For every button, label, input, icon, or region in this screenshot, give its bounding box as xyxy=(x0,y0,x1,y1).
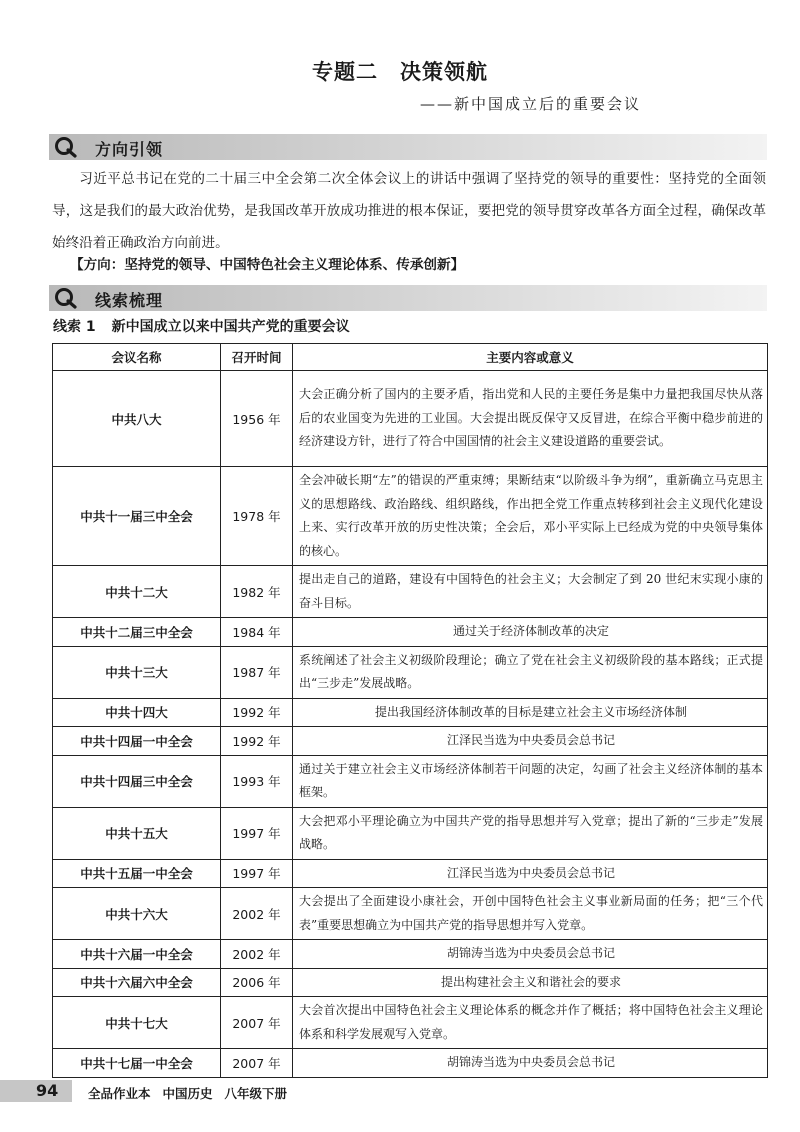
meeting-year: 1997 年 xyxy=(221,807,293,859)
table-row xyxy=(53,646,768,698)
table-row xyxy=(53,698,768,727)
meeting-content: 提出我国经济体制改革的目标是建立社会主义市场经济体制 xyxy=(293,698,768,727)
book-subject: 中国历史 xyxy=(162,1086,213,1101)
meeting-name: 中共十三大 xyxy=(53,646,221,698)
book-grade: 八年级下册 xyxy=(224,1086,288,1101)
meeting-name: 中共十四届一中全会 xyxy=(53,727,221,756)
meeting-name: 中共十一届三中全会 xyxy=(53,467,221,566)
table-row xyxy=(53,968,768,997)
topic-title: 决策领航 xyxy=(400,60,488,84)
meeting-content: 江泽民当选为中央委员会总书记 xyxy=(293,727,768,756)
meeting-year: 2007 年 xyxy=(221,997,293,1049)
meeting-content: 胡锦涛当选为中央委员会总书记 xyxy=(293,1049,768,1078)
meeting-content: 提出走自己的道路，建设有中国特色的社会主义；大会制定了到 20 世纪末实现小康的奋斗目标。 xyxy=(293,566,768,618)
meeting-name: 中共十七大 xyxy=(53,997,221,1049)
clue-heading xyxy=(53,316,350,336)
meeting-content: 大会首次提出中国特色社会主义理论体系的概念并作了概括；将中国特色社会主义理论体系和科学发展观写入党章。 xyxy=(293,997,768,1049)
page-subtitle: ——新中国成立后的重要会议 xyxy=(420,95,642,113)
meeting-name: 中共十二大 xyxy=(53,566,221,618)
table-row xyxy=(53,727,768,756)
direction-paragraph: 习近平总书记在党的二十届三中全会第二次全体会议上的讲话中强调了坚持党的领导的重要性：坚持党的全面领导，这是我们的最大政治优势，是我国改革开放成功推进的根本保证，要把党的领导贯穿改革各方面全过程，确保改革始终沿着正确政治方向前进。 xyxy=(52,171,766,251)
meeting-content: 系统阐述了社会主义初级阶段理论；确立了党在社会主义初级阶段的基本路线；正式提出“三步走”发展战略。 xyxy=(293,646,768,698)
table-row xyxy=(53,997,768,1049)
meeting-name: 中共十六大 xyxy=(53,888,221,940)
section-header-direction xyxy=(49,134,767,160)
meeting-content: 江泽民当选为中央委员会总书记 xyxy=(293,859,768,888)
direction-line: 【方向：坚持党的领导、中国特色社会主义理论体系、传承创新】 xyxy=(70,257,465,273)
meeting-year: 2002 年 xyxy=(221,888,293,940)
meeting-year: 1982 年 xyxy=(221,566,293,618)
meeting-year: 2002 年 xyxy=(221,940,293,969)
page-title xyxy=(0,56,800,86)
meeting-year: 2007 年 xyxy=(221,1049,293,1078)
table-row xyxy=(53,371,768,467)
table-header-row xyxy=(53,344,768,371)
section-title-clues: 线索梳理 xyxy=(95,291,164,310)
meeting-year: 1984 年 xyxy=(221,618,293,647)
magnifier-q-icon xyxy=(54,136,78,158)
meeting-year: 1956 年 xyxy=(221,371,293,467)
page-number: 94 xyxy=(36,1081,59,1100)
table-row xyxy=(53,467,768,566)
clue-title: 新中国成立以来中国共产党的重要会议 xyxy=(111,319,350,335)
section-header-clues xyxy=(49,285,767,311)
meeting-content: 全会冲破长期“左”的错误的严重束缚；果断结束“以阶级斗争为纲”，重新确立马克思主义的思想路线、政治路线、组织路线，作出把全党工作重点转移到社会主义现代化建设上来、实行改革开放的历史性决策；全会后，邓小平实际上已经成为党的中央领导集体的核心。 xyxy=(293,467,768,566)
meeting-content: 通过关于建立社会主义市场经济体制若干问题的决定，勾画了社会主义经济体制的基本框架。 xyxy=(293,755,768,807)
table-row xyxy=(53,940,768,969)
book-info xyxy=(88,1084,287,1102)
meeting-content: 胡锦涛当选为中央委员会总书记 xyxy=(293,940,768,969)
meeting-name: 中共十五届一中全会 xyxy=(53,859,221,888)
meeting-year: 2006 年 xyxy=(221,968,293,997)
meeting-content: 大会正确分析了国内的主要矛盾，指出党和人民的主要任务是集中力量把我国尽快从落后的农业国变为先进的工业国。大会提出既反保守又反冒进，在综合平衡中稳步前进的经济建设方针，进行了符合中国国情的社会主义建设道路的重要尝试。 xyxy=(293,371,768,467)
meeting-year: 1992 年 xyxy=(221,727,293,756)
meeting-content: 大会把邓小平理论确立为中国共产党的指导思想并写入党章；提出了新的“三步走”发展战略。 xyxy=(293,807,768,859)
meeting-name: 中共十四大 xyxy=(53,698,221,727)
meeting-content: 通过关于经济体制改革的决定 xyxy=(293,618,768,647)
meeting-year: 1997 年 xyxy=(221,859,293,888)
topic-label: 专题二 xyxy=(312,60,378,84)
section-title-direction: 方向引领 xyxy=(95,140,164,159)
column-header-year: 召开时间 xyxy=(221,344,293,371)
table-row xyxy=(53,859,768,888)
meeting-name: 中共十六届一中全会 xyxy=(53,940,221,969)
table-row xyxy=(53,618,768,647)
meeting-year: 1992 年 xyxy=(221,698,293,727)
page-footer xyxy=(0,1078,800,1104)
magnifier-q-icon xyxy=(54,287,78,309)
table-row xyxy=(53,807,768,859)
table-row xyxy=(53,1049,768,1078)
meetings-table xyxy=(52,343,768,1078)
meeting-name: 中共十五大 xyxy=(53,807,221,859)
meeting-name: 中共十六届六中全会 xyxy=(53,968,221,997)
meeting-name: 中共十七届一中全会 xyxy=(53,1049,221,1078)
table-row xyxy=(53,566,768,618)
meeting-year: 1987 年 xyxy=(221,646,293,698)
meeting-content: 大会提出了全面建设小康社会，开创中国特色社会主义事业新局面的任务；把“三个代表”重要思想确立为中国共产党的指导思想并写入党章。 xyxy=(293,888,768,940)
clue-label: 线索 1 xyxy=(53,319,96,335)
book-series: 全品作业本 xyxy=(88,1086,151,1101)
column-header-content: 主要内容或意义 xyxy=(293,344,768,371)
meeting-name: 中共十二届三中全会 xyxy=(53,618,221,647)
table-row xyxy=(53,755,768,807)
meeting-name: 中共八大 xyxy=(53,371,221,467)
column-header-name: 会议名称 xyxy=(53,344,221,371)
meeting-content: 提出构建社会主义和谐社会的要求 xyxy=(293,968,768,997)
meeting-year: 1978 年 xyxy=(221,467,293,566)
meeting-year: 1993 年 xyxy=(221,755,293,807)
table-row xyxy=(53,888,768,940)
meeting-name: 中共十四届三中全会 xyxy=(53,755,221,807)
